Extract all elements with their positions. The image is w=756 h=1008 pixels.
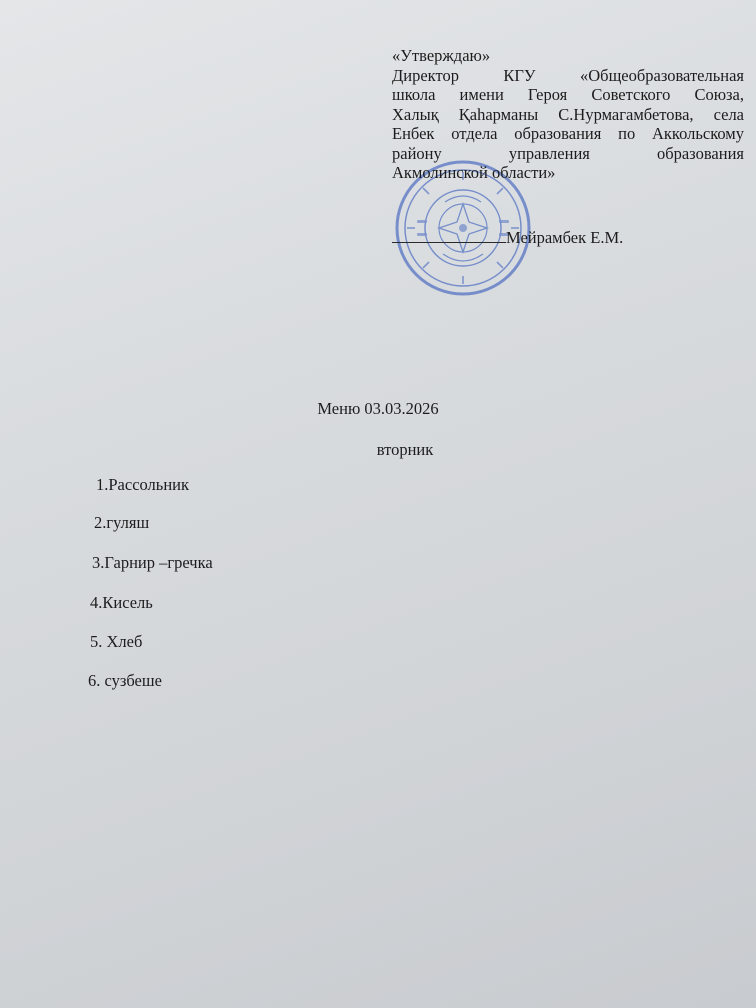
menu-item: 6. сузбеше bbox=[88, 671, 162, 690]
approval-heading: «Утверждаю» bbox=[392, 46, 491, 65]
menu-item: 1.Рассольник bbox=[96, 475, 189, 494]
approval-block bbox=[392, 46, 744, 183]
menu-item: 5. Хлеб bbox=[90, 632, 143, 651]
signatory-name: Мейрамбек Е.М. bbox=[506, 228, 624, 247]
menu-day: вторник bbox=[376, 440, 434, 459]
approval-line-2: школа имени Героя Советского Союза, bbox=[392, 85, 744, 104]
approval-line-4: Енбек отдела образования по Аккольскому bbox=[392, 124, 744, 143]
menu-item: 3.Гарнир –гречка bbox=[92, 553, 213, 572]
approval-line-5: району управления образования bbox=[392, 143, 744, 163]
signature-blank bbox=[392, 228, 506, 243]
approval-line-3: Халық Қаһарманы С.Нурмагамбетова, села bbox=[392, 104, 744, 124]
approval-line-1: Директор КГУ «Общеобразовательная bbox=[392, 65, 744, 85]
signature-row bbox=[392, 228, 744, 248]
menu-title: Меню 03.03.2026 bbox=[317, 399, 439, 418]
approval-line-6: Акмолинской области» bbox=[392, 163, 556, 182]
menu-item: 4.Кисель bbox=[90, 593, 153, 612]
menu-item: 2.гуляш bbox=[94, 513, 150, 532]
